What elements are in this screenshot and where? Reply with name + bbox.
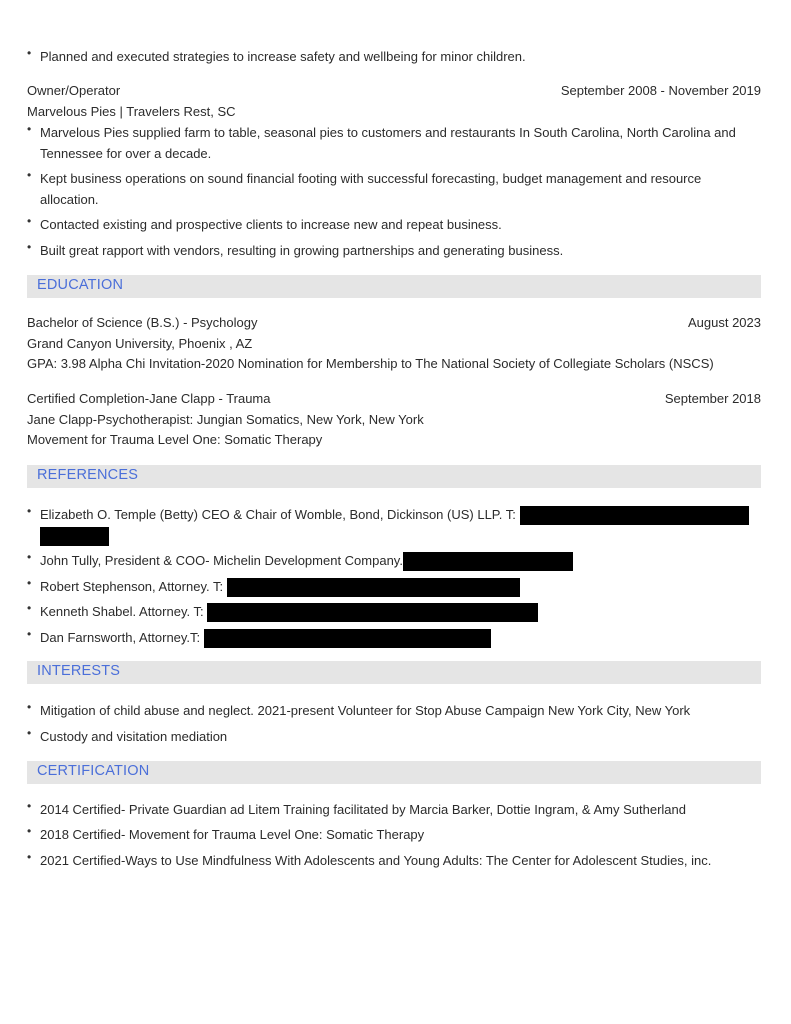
reference-text: John Tully, President & COO- Michelin Development Company. bbox=[40, 553, 403, 568]
bullet-text: • Mitigation of child abuse and neglect. 2021-present Volunteer for Stop Abuse Campaign New York City, New York bbox=[40, 703, 691, 718]
bullet-text: • Planned and executed strategies to increase safety and wellbeing for minor children. bbox=[40, 49, 526, 64]
reference-text: Kenneth Shabel. Attorney. T: bbox=[40, 604, 204, 619]
list-item bbox=[27, 46, 761, 67]
section-title: REFERENCES bbox=[37, 467, 139, 483]
reference-item bbox=[27, 550, 761, 571]
list-item bbox=[27, 850, 761, 871]
reference-item bbox=[27, 627, 761, 648]
section-title: CERTIFICATION bbox=[37, 763, 150, 779]
list-item bbox=[27, 122, 761, 164]
cert-date: September 2018 bbox=[664, 391, 761, 406]
redaction-block bbox=[520, 506, 749, 525]
degree: Bachelor of Science (B.S.) - Psychology bbox=[27, 315, 258, 330]
job-title: Owner/Operator bbox=[27, 83, 121, 98]
reference-item bbox=[27, 504, 761, 546]
cert-row bbox=[27, 389, 761, 409]
list-item bbox=[27, 726, 761, 747]
section-title: INTERESTS bbox=[37, 663, 121, 679]
education-section-header bbox=[27, 275, 761, 298]
bullet-text: • 2021 Certified-Ways to Use Mindfulness With Adolescents and Young Adults: The Center for Adolescent Studies, inc. bbox=[40, 853, 712, 868]
degree-date: August 2023 bbox=[687, 315, 761, 330]
bullet-text: • Contacted existing and prospective clients to increase new and repeat business. bbox=[40, 217, 502, 232]
reference-text: Robert Stephenson, Attorney. T: bbox=[40, 579, 224, 594]
bullet-text: • Custody and visitation mediation bbox=[40, 729, 228, 744]
job-header bbox=[27, 81, 761, 101]
references-section-header bbox=[27, 465, 761, 488]
bullet-text: • 2018 Certified- Movement for Trauma Level One: Somatic Therapy bbox=[40, 827, 425, 842]
reference-item bbox=[27, 576, 761, 597]
section-title: EDUCATION bbox=[37, 277, 124, 293]
cert-course: Movement for Trauma Level One: Somatic Therapy bbox=[27, 432, 323, 447]
list-item bbox=[27, 168, 761, 210]
bullet-text: • Built great rapport with vendors, resulting in growing partnerships and generating business. bbox=[40, 243, 564, 258]
cert-title: Certified Completion-Jane Clapp - Trauma bbox=[27, 391, 271, 406]
bullet-text: • Kept business operations on sound financial footing with successful forecasting, budget management and resource allocation. bbox=[40, 171, 702, 207]
bullet-text: • 2014 Certified- Private Guardian ad Litem Training facilitated by Marcia Barker, Dottie Ingram, & Amy Sutherland bbox=[40, 802, 686, 817]
list-item bbox=[27, 214, 761, 235]
degree-row bbox=[27, 313, 761, 333]
certification-section-header bbox=[27, 761, 761, 784]
reference-item bbox=[27, 601, 761, 622]
redaction-block bbox=[227, 578, 520, 597]
list-item bbox=[27, 799, 761, 820]
list-item bbox=[27, 824, 761, 845]
job-dates: September 2008 - November 2019 bbox=[560, 83, 761, 98]
list-item bbox=[27, 240, 761, 261]
redaction-block bbox=[403, 552, 573, 571]
redaction-block bbox=[40, 527, 109, 546]
gpa: GPA: 3.98 Alpha Chi Invitation-2020 Nomination for Membership to The National Society of Collegiate Scholars (NSCS) bbox=[27, 356, 714, 371]
redaction-block bbox=[207, 603, 538, 622]
reference-text: Elizabeth O. Temple (Betty) CEO & Chair of Womble, Bond, Dickinson (US) LLP. T: bbox=[40, 507, 516, 522]
school: Grand Canyon University, Phoenix , AZ bbox=[27, 336, 253, 351]
redaction-block bbox=[204, 629, 491, 648]
cert-org: Jane Clapp-Psychotherapist: Jungian Somatics, New York, New York bbox=[27, 412, 424, 427]
reference-text: Dan Farnsworth, Attorney.T: bbox=[40, 630, 201, 645]
job-company: Marvelous Pies | Travelers Rest, SC bbox=[27, 104, 236, 119]
list-item bbox=[27, 700, 761, 721]
bullet-text: • Marvelous Pies supplied farm to table, seasonal pies to customers and restaurants In South Carolina, North Carolina and Tennessee for over a decade. bbox=[40, 125, 736, 161]
interests-section-header bbox=[27, 661, 761, 684]
